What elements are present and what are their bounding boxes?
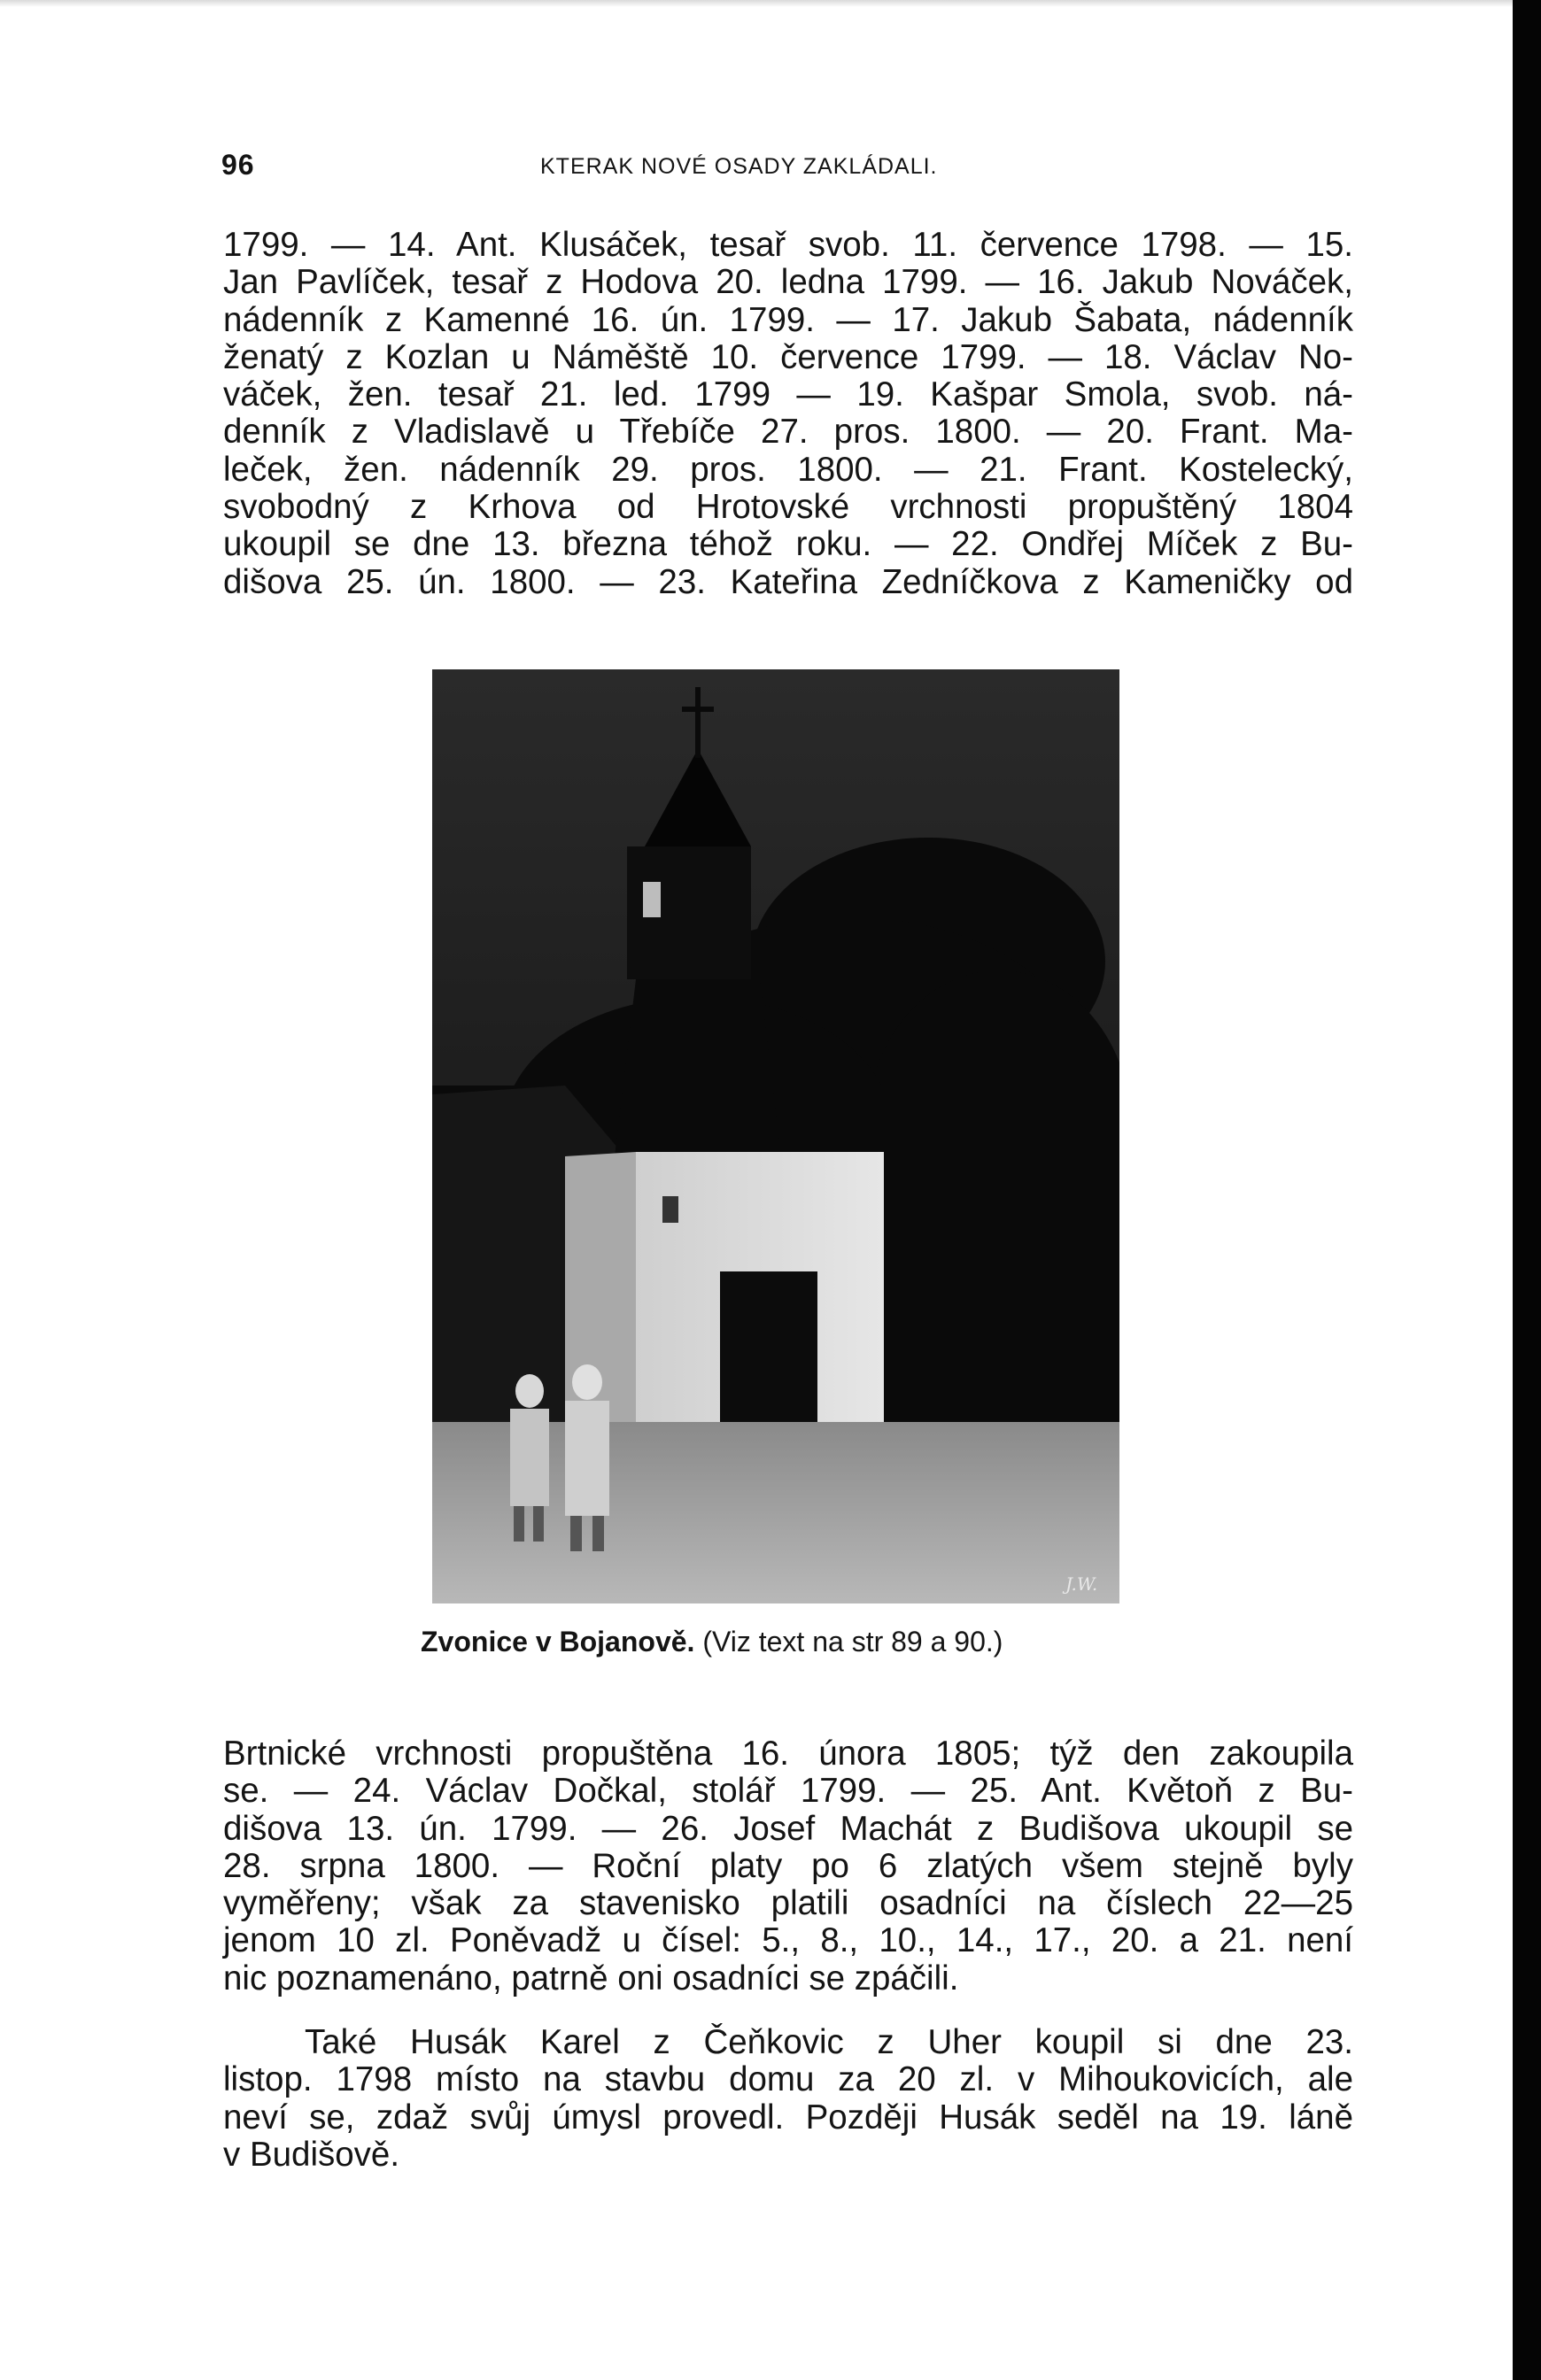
text-line: nic poznamenáno, patrně oni osadníci se zpáčili. — [223, 1959, 959, 1998]
artist-signature: J.W. — [1065, 1573, 1098, 1595]
scan-border — [1513, 0, 1541, 2380]
text-line: Brtnické vrchnosti propuštěna 16. února 1805; týž den zakoupila — [223, 1735, 1353, 1773]
paragraph-top — [223, 227, 1353, 601]
text-line: 28. srpna 1800. — Roční platy po 6 zlatých všem stejně byly — [223, 1846, 1353, 1885]
page-top-edge — [0, 0, 1513, 7]
text-line: dišova 25. ún. 1800. — 23. Kateřina Zedníčkova z Kameničky od — [223, 562, 1353, 601]
text-line: listop. 1798 místo na stavbu domu za 20 zl. v Mihoukovicích, ale — [223, 2060, 1353, 2099]
niche — [662, 1196, 678, 1223]
text-line: svobodný z Krhova od Hrotovské vrchnosti propuštěný 1804 — [223, 488, 1353, 527]
text-line: ukoupil se dne 13. března téhož roku. — 22. Ondřej Míček z Bu- — [223, 525, 1353, 564]
text-line: ženatý z Kozlan u Náměště 10. července 1799. — 18. Václav No- — [223, 337, 1353, 376]
text-line: v Budišově. — [223, 2135, 400, 2174]
text-line: Jan Pavlíček, tesař z Hodova 20. ledna 1799. — 16. Jakub Nováček, — [223, 263, 1353, 302]
text-line: váček, žen. tesař 21. led. 1799 — 19. Kašpar Smola, svob. ná- — [223, 375, 1353, 414]
tower-window — [643, 882, 661, 917]
paragraph-bottom — [223, 2024, 1353, 2174]
page-number: 96 — [221, 149, 255, 181]
text-line: leček, žen. nádenník 29. pros. 1800. — 21. Frant. Kostelecký, — [223, 450, 1353, 489]
photo-illustration — [432, 669, 1119, 1603]
text-line: denník z Vladislavě u Třebíče 27. pros. 1800. — 20. Frant. Ma- — [223, 413, 1353, 452]
paragraph-middle — [223, 1735, 1353, 1998]
text-line: vyměřeny; však za stavenisko platili osadníci na číslech 22—25 — [223, 1884, 1353, 1923]
running-title: KTERAK NOVÉ OSADY ZAKLÁDALI. — [540, 154, 938, 179]
text-line: 1799. — 14. Ant. Klusáček, tesař svob. 11. července 1798. — 15. — [223, 226, 1353, 264]
text-line: neví se, zdaž svůj úmysl provedl. Později Husák seděl na 19. láně — [223, 2098, 1353, 2137]
text-line: jenom 10 zl. Poněvadž u čísel: 5., 8., 10., 14., 17., 20. a 21. není — [223, 1921, 1353, 1960]
figure-caption — [421, 1626, 1182, 1658]
text-line: nádenník z Kamenné 16. ún. 1799. — 17. Jakub Šabata, nádenník — [223, 300, 1353, 339]
page-header — [221, 149, 1355, 191]
caption-title: Zvonice v Bojanově. — [421, 1626, 695, 1658]
caption-reference: (Viz text na str 89 a 90.) — [694, 1626, 1003, 1658]
text-line: Také Husák Karel z Čeňkovic z Uher koupil si dne 23. — [305, 2023, 1353, 2061]
text-line: se. — 24. Václav Dočkal, stolář 1799. — 25. Ant. Květoň z Bu- — [223, 1772, 1353, 1811]
belfry-photograph — [432, 669, 1119, 1603]
chapel-door — [720, 1271, 817, 1422]
text-line: dišova 13. ún. 1799. — 26. Josef Machát z Budišova ukoupil se — [223, 1809, 1353, 1848]
